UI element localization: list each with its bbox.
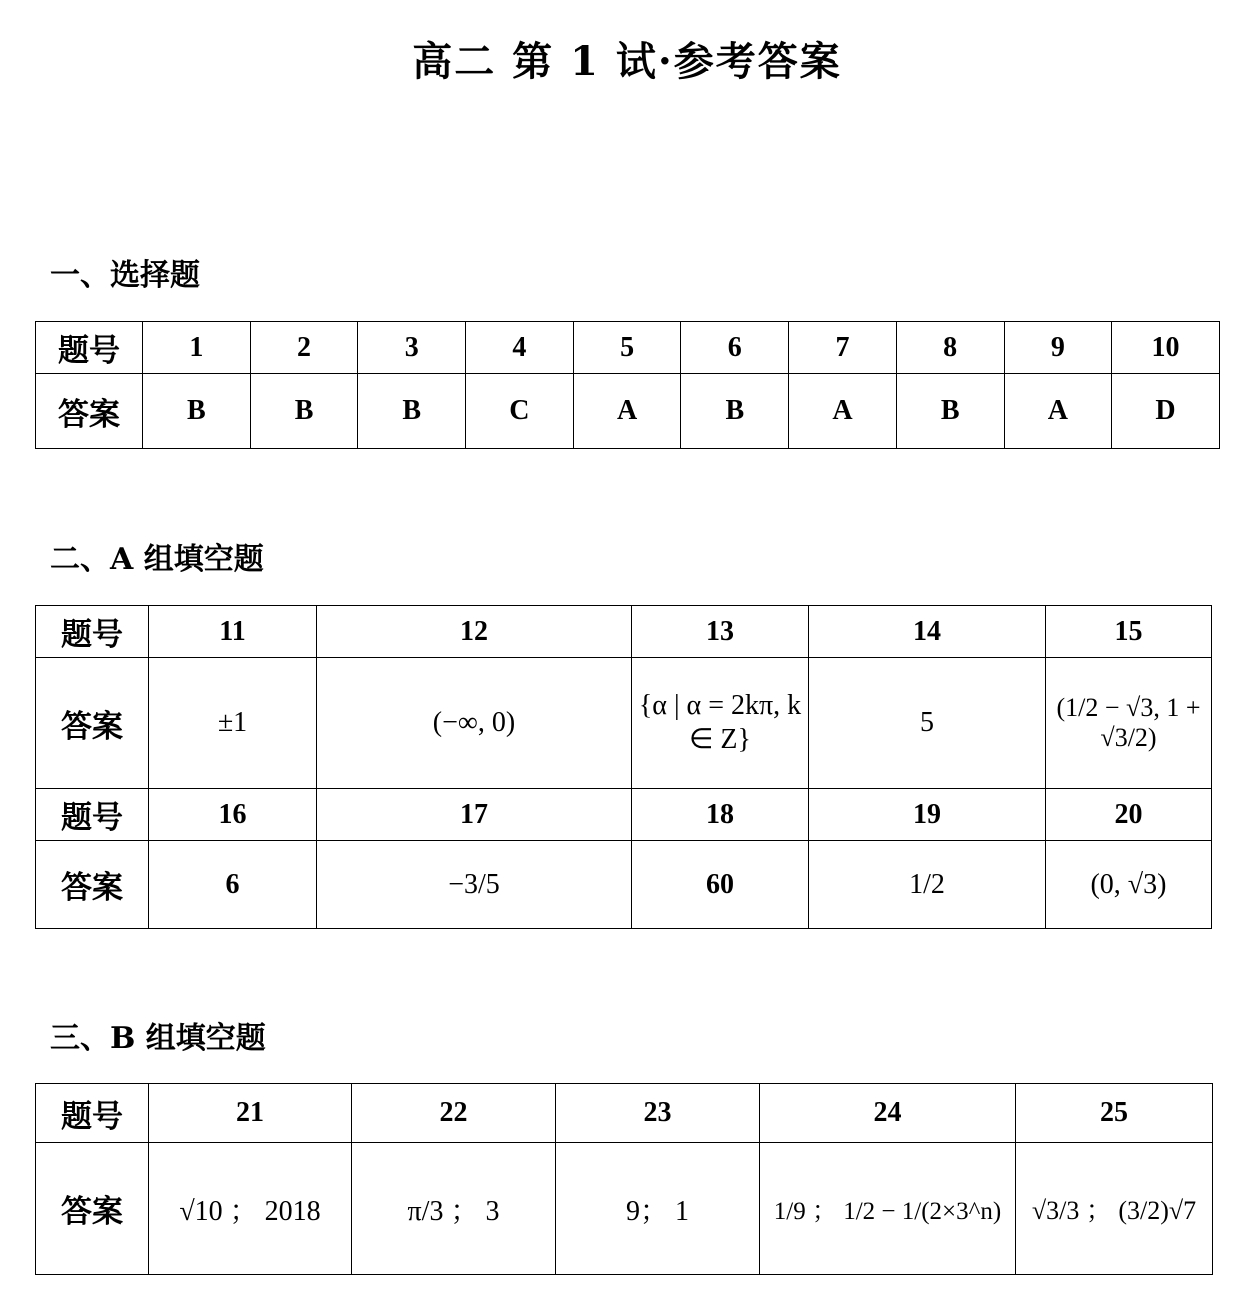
question-number: 13: [632, 606, 809, 658]
answer-q22: π/3 ； 3: [352, 1143, 556, 1275]
row-label-question: 题号: [36, 606, 149, 658]
answer-q17: −3/5: [317, 841, 632, 929]
question-number: 8: [896, 322, 1004, 374]
row-label-answer: 答案: [36, 1143, 149, 1275]
question-number-row: [36, 606, 1212, 658]
question-number-row: [36, 1084, 1213, 1143]
question-number: 10: [1112, 322, 1220, 374]
answer-cell: C: [466, 374, 574, 449]
answer-row: [36, 1143, 1213, 1275]
answer-q25: √3/3 ； (3/2)√7: [1016, 1143, 1213, 1275]
question-number: 3: [358, 322, 466, 374]
section-heading-multiple-choice: 一、选择题: [50, 258, 200, 293]
question-number: 11: [149, 606, 317, 658]
group-a-table: [35, 605, 1212, 929]
question-number: 25: [1016, 1084, 1213, 1143]
question-number: 1: [143, 322, 251, 374]
answer-cell: B: [250, 374, 358, 449]
answer-q13: {α | α = 2kπ, k ∈ Z}: [632, 658, 809, 789]
answer-row: [36, 374, 1220, 449]
answer-q12: (−∞, 0): [317, 658, 632, 789]
answer-q20: (0, √3): [1046, 841, 1212, 929]
row-label-answer: 答案: [36, 841, 149, 929]
question-number: 16: [149, 789, 317, 841]
answer-q19: 1/2: [809, 841, 1046, 929]
row-label-question: 题号: [36, 1084, 149, 1143]
multiple-choice-table: [35, 321, 1220, 449]
question-number: 7: [789, 322, 897, 374]
question-number: 4: [466, 322, 574, 374]
answer-cell: B: [358, 374, 466, 449]
answer-cell: A: [789, 374, 897, 449]
answer-q23: 9； 1: [556, 1143, 760, 1275]
answer-cell: A: [573, 374, 681, 449]
section-heading-group-a: 二、A 组填空题: [50, 542, 264, 577]
question-number: 5: [573, 322, 681, 374]
answer-q16: 6: [149, 841, 317, 929]
question-number: 2: [250, 322, 358, 374]
row-label-answer: 答案: [36, 658, 149, 789]
question-number: 24: [760, 1084, 1016, 1143]
question-number: 15: [1046, 606, 1212, 658]
answer-row: [36, 841, 1212, 929]
question-number: 23: [556, 1084, 760, 1143]
answer-cell: D: [1112, 374, 1220, 449]
answer-q14: 5: [809, 658, 1046, 789]
question-number: 17: [317, 789, 632, 841]
section-heading-group-b: 三、B 组填空题: [50, 1021, 266, 1056]
answer-cell: B: [143, 374, 251, 449]
question-number: 6: [681, 322, 789, 374]
answer-q11: ±1: [149, 658, 317, 789]
group-b-table: [35, 1083, 1213, 1275]
question-number: 18: [632, 789, 809, 841]
answer-q15: (1/2 − √3, 1 + √3/2): [1046, 658, 1212, 789]
row-label-question: 题号: [36, 789, 149, 841]
answer-q18: 60: [632, 841, 809, 929]
answer-row: [36, 658, 1212, 789]
answer-cell: B: [681, 374, 789, 449]
answer-q21: √10 ； 2018: [149, 1143, 352, 1275]
question-number: 14: [809, 606, 1046, 658]
question-number: 12: [317, 606, 632, 658]
answer-cell: B: [896, 374, 1004, 449]
answer-cell: A: [1004, 374, 1112, 449]
page-title: 高二 第 1 试·参考答案: [412, 38, 842, 85]
question-number: 22: [352, 1084, 556, 1143]
question-number: 21: [149, 1084, 352, 1143]
question-number-row: [36, 322, 1220, 374]
question-number-row: [36, 789, 1212, 841]
row-label-answer: 答案: [36, 374, 143, 449]
question-number: 20: [1046, 789, 1212, 841]
question-number: 19: [809, 789, 1046, 841]
row-label-question: 题号: [36, 322, 143, 374]
question-number: 9: [1004, 322, 1112, 374]
answer-q24: 1/9 ； 1/2 − 1/(2×3^n): [760, 1143, 1016, 1275]
